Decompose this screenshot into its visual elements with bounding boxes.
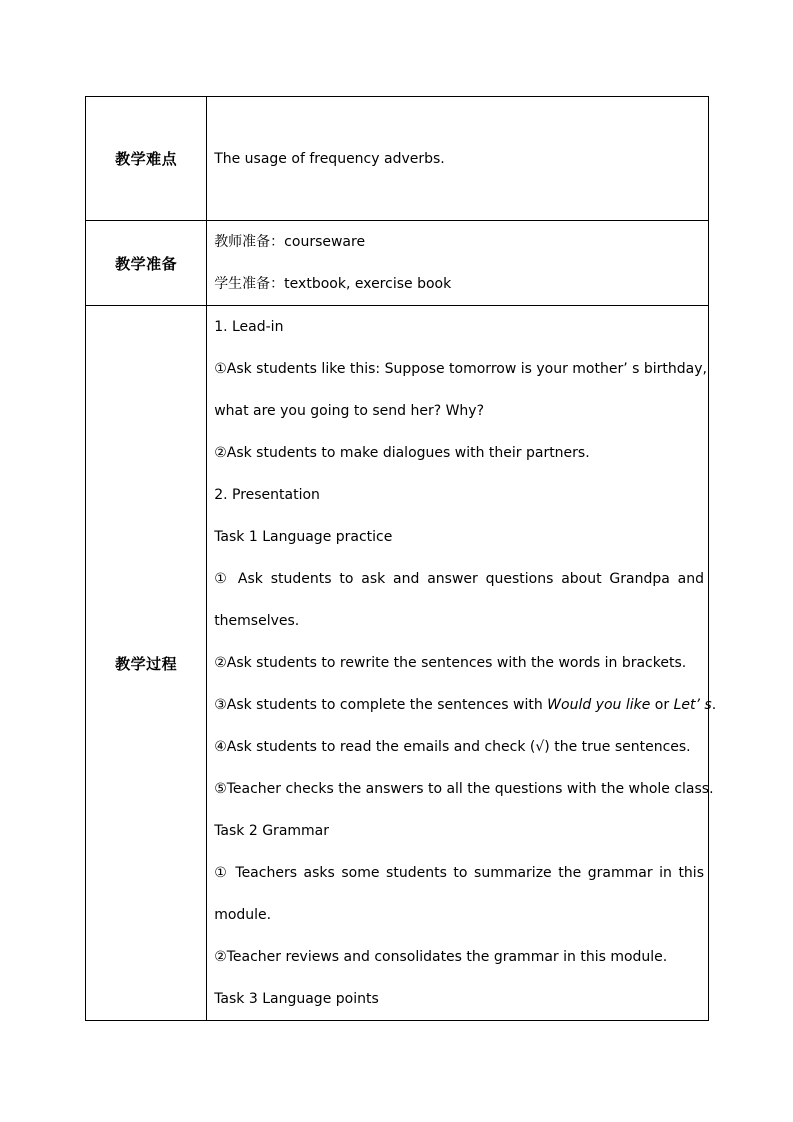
task1-step-4: ④Ask students to read the emails and check (√) the true sentences. <box>214 739 691 755</box>
task2-step-1a: ① Teachers asks some students to summarize the grammar in this <box>214 865 704 881</box>
lead-in-step-1b: what are you going to send her? Why? <box>214 403 485 419</box>
lead-in-step-2: ②Ask students to make dialogues with their partners. <box>214 445 590 461</box>
student-preparation: 学生准备：textbook, exercise book <box>214 276 452 292</box>
task1-heading: Task 1 Language practice <box>214 529 393 545</box>
preparation-label: 教学准备 <box>86 221 207 306</box>
task1-step-3 <box>214 684 717 726</box>
task1-step-1b: themselves. <box>214 613 300 629</box>
table-row-process <box>86 306 709 1021</box>
difficulty-text: The usage of frequency adverbs. <box>214 150 445 167</box>
task3-heading: Task 3 Language points <box>214 991 379 1007</box>
lead-in-heading: 1. Lead-in <box>214 319 284 335</box>
lead-in-step-1a: ①Ask students like this: Suppose tomorrow is your mother’ s birthday, <box>214 361 707 377</box>
task1-step-3-prefix: ③Ask students to complete the sentences with <box>214 697 548 713</box>
lesson-plan-table <box>85 96 717 1021</box>
task1-step-3-or: or <box>650 697 674 713</box>
difficulty-label: 教学难点 <box>86 97 207 221</box>
teacher-preparation: 教师准备：courseware <box>214 234 366 250</box>
table-row-difficulty <box>86 97 709 221</box>
task2-step-2: ②Teacher reviews and consolidates the grammar in this module. <box>214 949 668 965</box>
difficulty-content <box>207 97 709 221</box>
task1-step-3-italic-2: Let’ s <box>673 697 712 713</box>
task1-step-5: ⑤Teacher checks the answers to all the questions with the whole class. <box>214 781 714 797</box>
process-label: 教学过程 <box>86 306 207 1021</box>
preparation-content <box>207 221 709 306</box>
table-row-preparation <box>86 221 709 306</box>
task1-step-2: ②Ask students to rewrite the sentences with the words in brackets. <box>214 655 687 671</box>
task2-step-1b: module. <box>214 907 272 923</box>
task1-step-1a: ① Ask students to ask and answer questions about Grandpa and <box>214 571 704 587</box>
process-content <box>207 306 717 1021</box>
task1-step-3-italic-1: Would you like <box>547 697 651 713</box>
task1-step-3-end: . <box>711 697 717 713</box>
task2-heading: Task 2 Grammar <box>214 823 330 839</box>
presentation-heading: 2. Presentation <box>214 487 320 503</box>
